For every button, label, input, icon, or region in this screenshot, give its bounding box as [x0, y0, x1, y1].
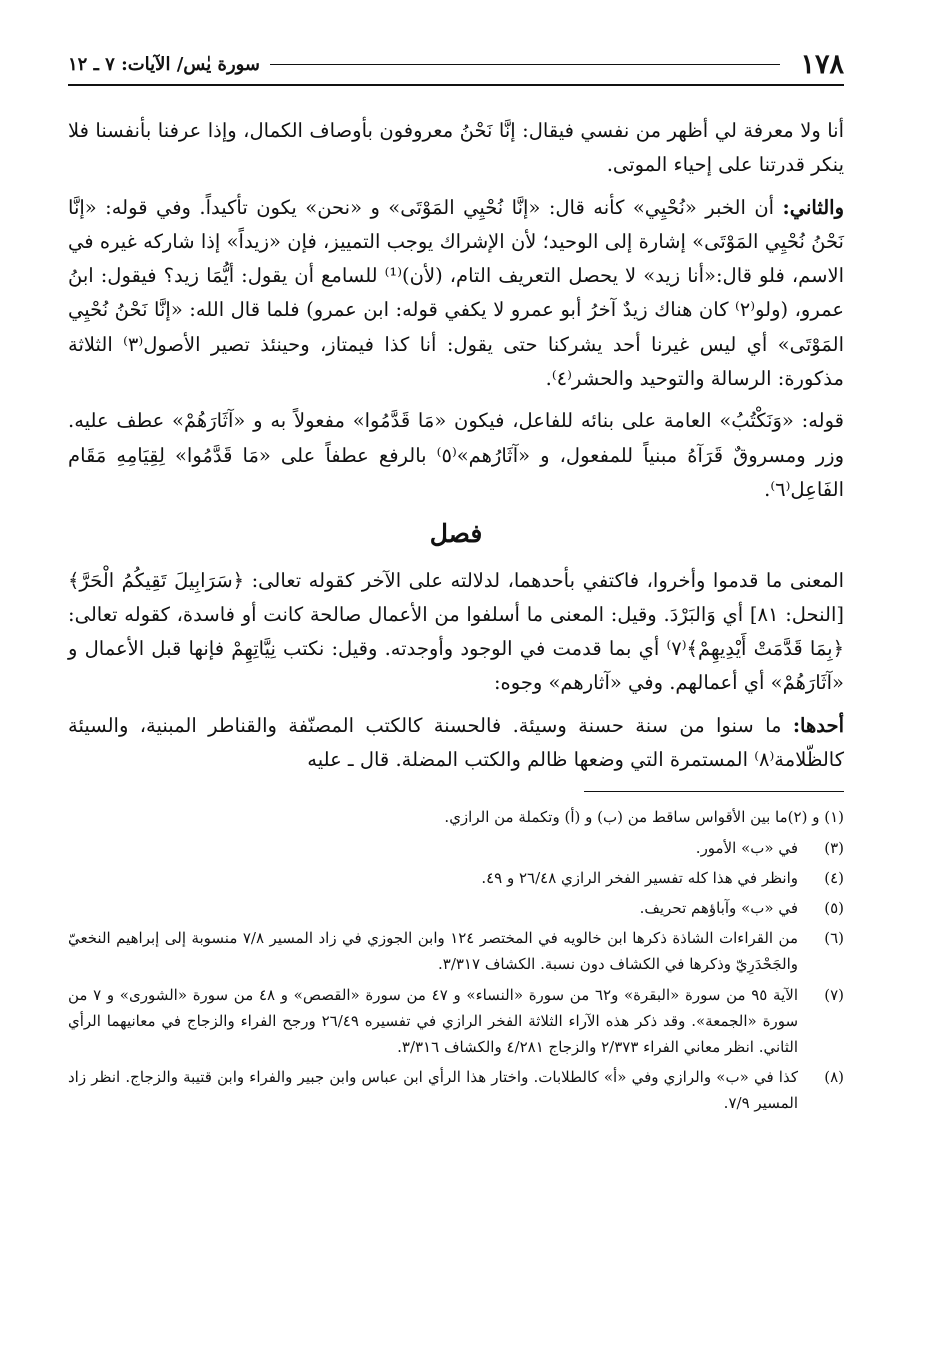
footnote — [68, 925, 844, 977]
footnote-number: (٦) — [824, 929, 844, 948]
footnote-text: ما بين الأقواس ساقط من (ب) و (أ) وتكملة من الرازي. — [444, 808, 788, 827]
book-page — [68, 44, 844, 1121]
footnote-number: (٤) — [824, 868, 844, 887]
page-number: ١٧٨ — [800, 48, 844, 80]
footnote-text: من القراءات الشاذة ذكرها ابن خالويه في المختصر ١٢٤ وابن الجوزي في زاد المسير ٧/٨ منسوبة إلى إبراهيم النخعيّ والجَحْدَرِيّ وذكرها في الكشاف دون نسبة. الكشاف ٣/٣١٧. — [68, 929, 798, 974]
footnote-number: (٧) — [824, 985, 844, 1004]
footnote-text: في «ب» وآباؤهم تحريف. — [639, 898, 798, 917]
paragraph — [68, 404, 844, 507]
footnote — [68, 865, 844, 891]
header-rule — [270, 64, 780, 65]
footnote-number: (١) و (٢) — [787, 808, 844, 827]
paragraph-text: أن الخبر «نُحْيِي» كأنه قال: «إنَّا نُحْيِي المَوْتَى» و «نحن» يكون تأكيداً. وفي قوله: «إنَّا نَحْنُ نُحْيِي المَوْتَى» إشارة إلى الوحيد؛ لأن الإشراك يوجب التمييز، فإن «زيداً» إذا شاركه غيره في الاسم، فلو قال:«أنا زيد» لا يحصل التعريف التام، (لأن)⁽¹⁾ للسامع أن يقول: أيُّمَا زيد؟ فيقول: ابنُ عمرو، (ولو⁽٢⁾ كان هناك زيدٌ آخرُ أبو عمرو لا يكفي قوله: ابن عمرو) فلما قال الله: «إنَّا نَحْنُ نُحْيِي المَوْتَى» أي ليس غيرنا أحد يشركنا حتى يقول: أنا كذا فيمتاز، وحينئذ تصير الأصول⁽٣⁾ الثلاثة مذكورة: الرسالة والتوحيد والحشر⁽٤⁾. — [68, 195, 845, 391]
footnote — [68, 895, 844, 921]
paragraph-lead: والثاني: — [782, 195, 844, 219]
paragraph — [68, 564, 844, 701]
paragraph-text: قوله: «وَنَكْتُبُ» العامة على بنائه للفاعل، فيكون «مَا قَدَّمُوا» مفعولاً به و «آثَارَهُمْ» عطف عليه. وزر ومسروقٌ قَرَآهُ مبنياً للمفعول، و «آثَارُهم»⁽٥⁾ بالرفع عطفاً على «مَا قَدَّمُوا» لِقِيَامِهِ مَقَام الفَاعِل⁽٦⁾. — [68, 409, 844, 501]
footnote-text: وانظر في هذا كله تفسير الفخر الرازي ٢٦/٤٨ و ٤٩. — [481, 868, 798, 887]
footnotes — [68, 804, 844, 1116]
page-header — [68, 44, 844, 86]
paragraph — [68, 709, 844, 778]
section-heading: فصل — [429, 519, 483, 549]
running-title: سورة يٰس/ الآيات: ٧ ـ ١٢ — [68, 53, 261, 75]
footnote-number: (٨) — [824, 1068, 844, 1087]
footnote-text: في «ب» الأمور. — [695, 838, 798, 857]
footnote — [68, 835, 844, 861]
footnote-number: (٥) — [824, 898, 844, 917]
footnote — [68, 982, 844, 1061]
footnote-text: الآية ٩٥ من سورة «البقرة» و٦٢ من سورة «النساء» و ٤٧ من سورة «القصص» و ٤٨ من سورة «الشورى» و ٧ من سورة «الجمعة». وقد ذكر هذه الآراء الثلاثة الفخر الرازي في تفسيره ٢٦/٤٩ ورجح الفراء والزجاج في معانيهما الرأي الثاني. انظر معاني الفراء ٢/٣٧٣ والزجاج ٤/٢٨١ والكشاف ٣/٣١٦. — [68, 985, 799, 1056]
paragraph-text: المعنى ما قدموا وأخروا، فاكتفي بأحدهما، لدلالته على الآخر كقوله تعالى: ﴿سَرَابِيلَ تَقِيكُمُ الْحَرَّ﴾ [النحل: ٨١] أي وَالبَرْدَ. وقيل: المعنى ما أسلفوا من الأعمال صالحة كانت أو فاسدة، كقوله تعالى: ﴿بِمَا قَدَّمَتْ أَيْدِيهِمْ﴾⁽٧⁾ أي بما قدمت في الوجود وأوجدته. وقيل: نكتب نِيَّاتِهِمْ فإنها قبل الأعمال و «آثَارَهُمْ» أي أعمالهم. وفي «آثارهم» وجوه: — [68, 568, 844, 695]
main-text — [68, 114, 844, 777]
paragraph — [68, 191, 844, 397]
footnote-number: (٣) — [824, 838, 844, 857]
footnote-separator — [584, 791, 844, 792]
footnote — [68, 804, 844, 830]
paragraph — [68, 114, 844, 183]
paragraph-lead: أحدها: — [792, 713, 844, 737]
paragraph-text: أنا ولا معرفة لي أظهر من نفسي فيقال: إنَّا نَحْنُ معروفون بأوصاف الكمال، وإذا عرفنا بأنفسنا فلا ينكر قدرتنا على إحياء الموتى. — [68, 119, 844, 177]
paragraph-text: ما سنوا من سنة حسنة وسيئة. فالحسنة كالكتب المصنّفة والقناطر المبنية، والسيئة كالظّلامة⁽٨⁾ المستمرة التي وضعها ظالم والكتب المضلة. قال ـ عليه — [68, 713, 844, 772]
footnote-text: كذا في «ب» والرازي وفي «أ» كالطلابات. واختار هذا الرأي ابن عباس وابن جبير والفراء وابن قتيبة والزجاج. انظر زاد المسير ٧/٩. — [68, 1068, 798, 1113]
footnote — [68, 1064, 844, 1116]
